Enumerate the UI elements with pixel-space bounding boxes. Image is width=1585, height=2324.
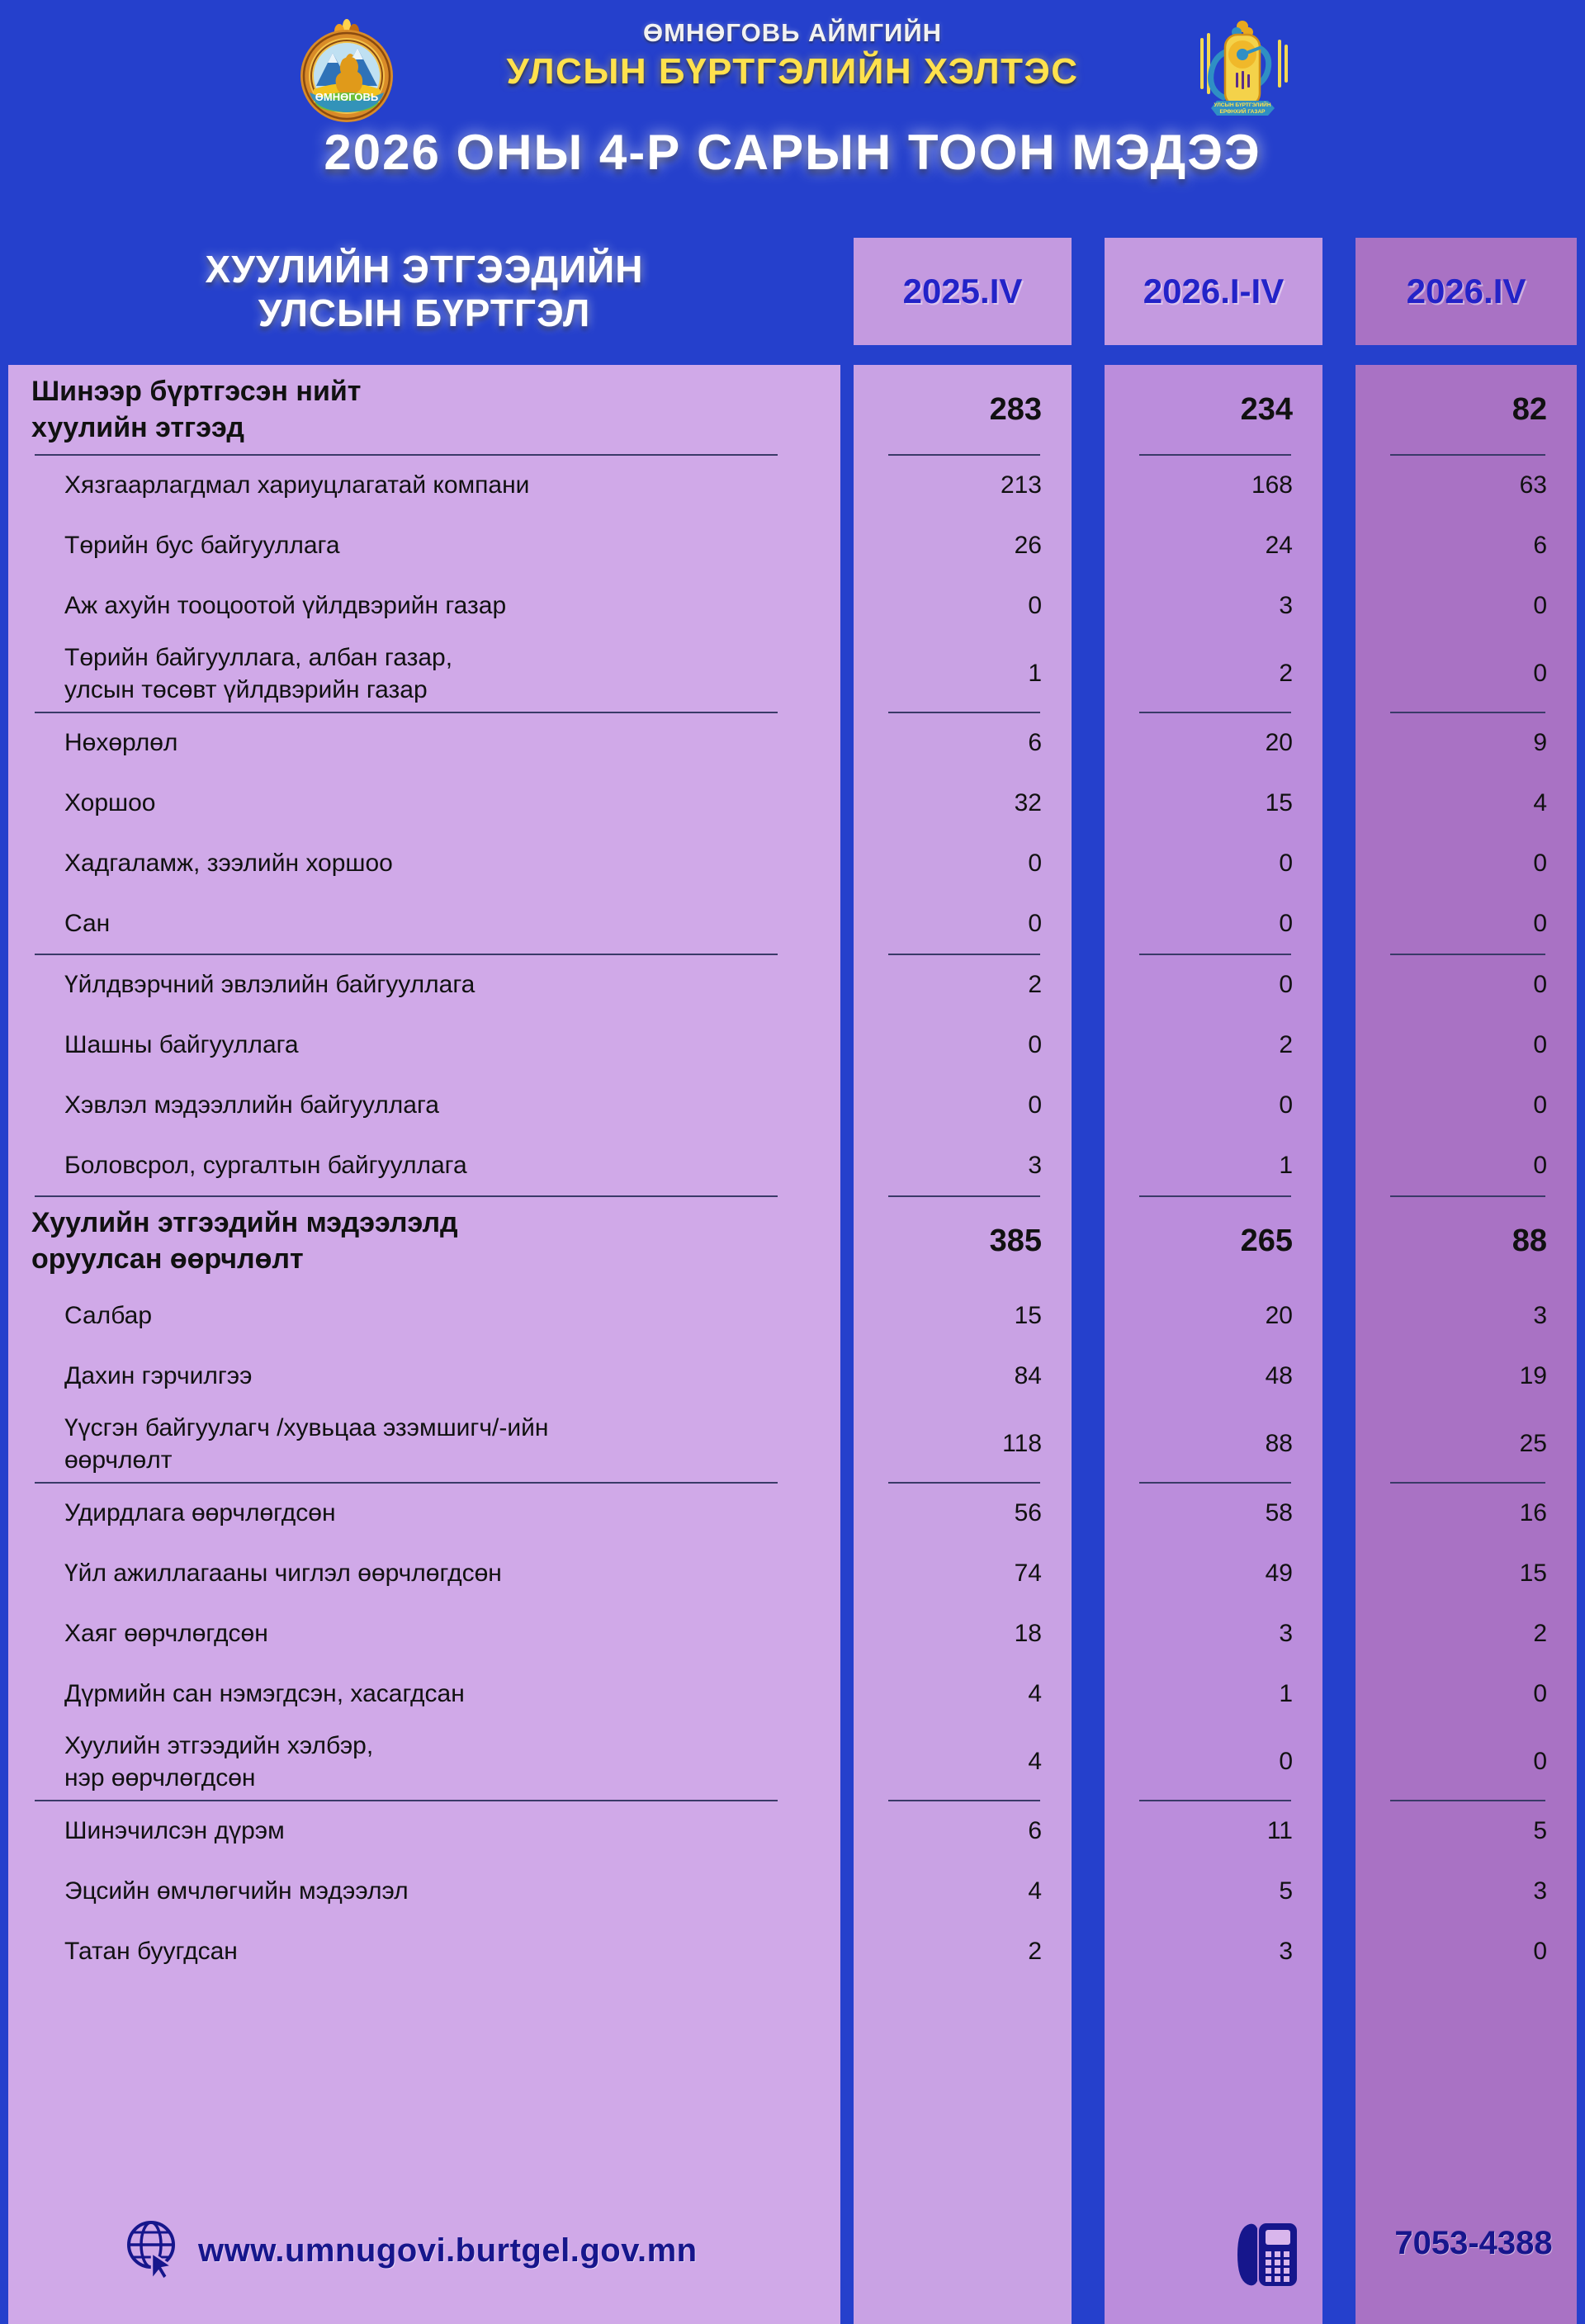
org-line-1: ӨМНӨГОВЬ АЙМГИЙН	[642, 18, 942, 47]
phone-number: 7053-4388	[1394, 2225, 1553, 2261]
row-value-2026.I-IV: 3	[1279, 591, 1293, 619]
page-footer	[0, 2184, 1585, 2324]
row-value-2025.IV: 6	[1028, 1816, 1042, 1844]
table-rows	[0, 365, 1585, 1981]
statistics-table	[0, 223, 1585, 2324]
row-value-2026.IV: 16	[1519, 1498, 1547, 1526]
row-value-2025.IV: 2	[1028, 970, 1042, 998]
table-row	[0, 1724, 1585, 1800]
row-value-2026.IV: 0	[1533, 660, 1547, 687]
row-value-2026.IV: 0	[1533, 1937, 1547, 1965]
row-value-2026.I-IV: 5	[1279, 1877, 1293, 1905]
row-label: Боловсрол, сургалтын байгууллага	[64, 1152, 467, 1179]
row-value-2026.I-IV: 234	[1240, 391, 1293, 427]
row-label: Нөхөрлөл	[64, 729, 178, 756]
table-row	[0, 1603, 1585, 1664]
row-value-2026.I-IV: 0	[1279, 849, 1293, 877]
table-row	[0, 1861, 1585, 1921]
row-value-2026.I-IV: 168	[1251, 471, 1293, 499]
row-label: Төрийн бус байгууллага	[64, 532, 340, 559]
row-value-2025.IV: 4	[1028, 1748, 1042, 1775]
row-value-2026.IV: 2	[1533, 1619, 1547, 1647]
table-row	[0, 1664, 1585, 1724]
table-section-row	[0, 1196, 1585, 1285]
table-row	[0, 1406, 1585, 1482]
row-label: Дахин гэрчилгээ	[64, 1362, 253, 1389]
row-value-2025.IV: 74	[1014, 1559, 1042, 1587]
row-value-2025.IV: 0	[1028, 1091, 1042, 1119]
row-label: Дүрмийн сан нэмэгдсэн, хасагдсан	[64, 1680, 465, 1707]
row-value-2026.I-IV: 0	[1279, 970, 1293, 998]
row-value-2026.IV: 0	[1533, 1748, 1547, 1775]
row-label: Хоршоо	[64, 789, 156, 816]
desk-phone-icon	[1234, 2217, 1302, 2297]
row-value-2025.IV: 4	[1028, 1877, 1042, 1905]
row-label: Хуулийн этгээдийн мэдээлэлд оруулсан өөрчлөлт	[31, 1206, 458, 1275]
svg-text:УЛСЫН БҮРТГЭЛИЙН: УЛСЫН БҮРТГЭЛИЙН	[1214, 102, 1271, 108]
table-row	[0, 954, 1585, 1015]
row-value-2026.I-IV: 2	[1279, 1030, 1293, 1058]
row-value-2026.IV: 0	[1533, 1030, 1547, 1058]
table-row	[0, 1801, 1585, 1861]
row-value-2026.I-IV: 24	[1265, 531, 1293, 559]
row-label: Шашны байгууллага	[64, 1031, 299, 1058]
row-label: Шинээр бүртгэсэн нийт хуулийн этгээд	[31, 375, 362, 443]
row-value-2026.IV: 63	[1519, 471, 1547, 499]
row-value-2026.IV: 88	[1512, 1223, 1547, 1258]
row-value-2026.IV: 3	[1533, 1301, 1547, 1329]
page-header	[0, 0, 1585, 223]
svg-text:ЕРӨНХИЙ ГАЗАР: ЕРӨНХИЙ ГАЗАР	[1219, 109, 1266, 115]
row-value-2025.IV: 1	[1028, 660, 1042, 687]
emblem-caption: ӨМНӨГОВЬ	[315, 91, 379, 103]
row-value-2025.IV: 26	[1014, 531, 1042, 559]
state-registration-authority-emblem	[1180, 15, 1304, 122]
row-value-2026.I-IV: 48	[1265, 1361, 1293, 1389]
column-header-2025-iv: 2025.IV	[854, 238, 1072, 345]
row-label: Татан буугдсан	[64, 1938, 238, 1965]
globe-cursor-icon	[124, 2217, 183, 2285]
row-value-2026.IV: 82	[1512, 391, 1547, 427]
row-value-2026.IV: 6	[1533, 531, 1547, 559]
row-label: Үйлдвэрчний эвлэлийн байгууллага	[64, 971, 476, 998]
row-label: Аж ахуйн тооцоотой үйлдвэрийн газар	[64, 592, 507, 619]
row-label: Эцсийн өмчлөгчийн мэдээлэл	[64, 1877, 409, 1905]
table-title-line-1: ХУУЛИЙН ЭТГЭЭДИЙН	[205, 248, 644, 291]
row-value-2026.IV: 0	[1533, 1091, 1547, 1119]
row-value-2025.IV: 385	[989, 1223, 1042, 1258]
table-row	[0, 773, 1585, 833]
table-row	[0, 1921, 1585, 1981]
row-label: Төрийн байгууллага, албан газар, улсын төсөвт үйлдвэрийн газар	[64, 644, 453, 703]
row-value-2025.IV: 15	[1014, 1301, 1042, 1329]
row-value-2026.I-IV: 11	[1266, 1816, 1293, 1844]
row-label: Салбар	[64, 1302, 153, 1329]
column-header-2026-iv: 2026.IV	[1356, 238, 1577, 345]
row-value-2026.IV: 3	[1533, 1877, 1547, 1905]
row-value-2025.IV: 283	[989, 391, 1042, 427]
row-value-2026.IV: 15	[1519, 1559, 1547, 1587]
table-row	[0, 712, 1585, 773]
row-value-2026.I-IV: 3	[1279, 1619, 1293, 1647]
row-value-2026.IV: 0	[1533, 849, 1547, 877]
row-label: Үүсгэн байгуулагч /хувьцаа эзэмшигч/-ийн өөрчлөлт	[64, 1414, 549, 1474]
row-value-2026.I-IV: 1	[1279, 1679, 1293, 1707]
table-row	[0, 833, 1585, 893]
row-value-2025.IV: 32	[1014, 788, 1042, 816]
row-label: Хязгаарлагдмал хариуцлагатай компани	[64, 471, 530, 499]
page-title: 2026 ОНЫ 4-Р САРЫН ТООН МЭДЭЭ	[324, 125, 1261, 180]
row-label: Сан	[64, 910, 111, 937]
row-label: Хаяг өөрчлөгдсөн	[64, 1620, 268, 1647]
row-label: Үйл ажиллагааны чиглэл өөрчлөгдсөн	[64, 1560, 502, 1587]
table-row	[0, 1285, 1585, 1346]
row-value-2026.IV: 9	[1533, 728, 1547, 756]
footer-panel-1	[854, 2184, 1072, 2324]
table-row	[0, 893, 1585, 954]
row-value-2026.IV: 25	[1519, 1430, 1547, 1457]
row-label: Шинэчилсэн дүрэм	[64, 1817, 285, 1844]
row-value-2026.I-IV: 20	[1265, 1301, 1293, 1329]
website-link[interactable]	[124, 2217, 698, 2285]
row-value-2025.IV: 6	[1028, 728, 1042, 756]
table-section-row	[0, 365, 1585, 454]
row-label: Хуулийн этгээдийн хэлбэр, нэр өөрчлөгдсөн	[64, 1732, 374, 1792]
row-value-2026.IV: 0	[1533, 591, 1547, 619]
row-label: Удирдлага өөрчлөгдсөн	[64, 1499, 336, 1526]
table-title	[8, 230, 840, 353]
row-value-2025.IV: 118	[1002, 1430, 1042, 1457]
row-value-2025.IV: 213	[1000, 471, 1042, 499]
row-value-2025.IV: 18	[1014, 1619, 1042, 1647]
row-value-2026.I-IV: 88	[1265, 1430, 1293, 1457]
row-value-2025.IV: 3	[1028, 1151, 1042, 1179]
table-title-line-2: УЛСЫН БҮРТГЭЛ	[258, 291, 591, 334]
table-row	[0, 1346, 1585, 1406]
row-value-2025.IV: 0	[1028, 1030, 1042, 1058]
row-value-2026.IV: 5	[1533, 1816, 1547, 1844]
row-value-2026.IV: 4	[1533, 788, 1547, 816]
row-value-2025.IV: 0	[1028, 591, 1042, 619]
row-value-2025.IV: 0	[1028, 849, 1042, 877]
row-value-2026.I-IV: 265	[1240, 1223, 1293, 1258]
row-value-2025.IV: 84	[1014, 1361, 1042, 1389]
row-value-2026.IV: 0	[1533, 909, 1547, 937]
row-value-2026.IV: 0	[1533, 1679, 1547, 1707]
website-url: www.umnugovi.burtgel.gov.mn	[198, 2232, 698, 2269]
row-value-2026.I-IV: 2	[1279, 660, 1293, 687]
row-label: Хадгаламж, зээлийн хоршоо	[64, 850, 393, 877]
row-value-2025.IV: 2	[1028, 1937, 1042, 1965]
row-value-2025.IV: 56	[1014, 1498, 1042, 1526]
table-row	[0, 515, 1585, 575]
column-header-2026-i-iv: 2026.I-IV	[1105, 238, 1322, 345]
row-value-2026.I-IV: 58	[1265, 1498, 1293, 1526]
row-label: Хэвлэл мэдээллийн байгууллага	[64, 1091, 439, 1119]
row-value-2026.I-IV: 1	[1279, 1151, 1293, 1179]
table-row	[0, 1015, 1585, 1075]
table-row	[0, 455, 1585, 515]
row-value-2026.I-IV: 0	[1279, 1748, 1293, 1775]
row-value-2026.I-IV: 20	[1265, 728, 1293, 756]
table-row	[0, 636, 1585, 712]
table-row	[0, 575, 1585, 636]
row-value-2025.IV: 0	[1028, 909, 1042, 937]
row-value-2025.IV: 4	[1028, 1679, 1042, 1707]
row-value-2026.I-IV: 3	[1279, 1937, 1293, 1965]
row-value-2026.I-IV: 0	[1279, 909, 1293, 937]
row-value-2026.IV: 0	[1533, 970, 1547, 998]
table-row	[0, 1483, 1585, 1543]
table-row	[0, 1075, 1585, 1135]
table-row	[0, 1135, 1585, 1195]
row-value-2026.I-IV: 0	[1279, 1091, 1293, 1119]
omnogovi-aimag-emblem	[285, 10, 409, 125]
org-line-2: УЛСЫН БҮРТГЭЛИЙН ХЭЛТЭС	[506, 51, 1079, 92]
table-row	[0, 1543, 1585, 1603]
row-value-2026.I-IV: 15	[1265, 788, 1293, 816]
row-value-2026.IV: 19	[1519, 1361, 1547, 1389]
organization-title-block	[462, 18, 1123, 92]
row-value-2026.I-IV: 49	[1265, 1559, 1293, 1587]
row-value-2026.IV: 0	[1533, 1151, 1547, 1179]
